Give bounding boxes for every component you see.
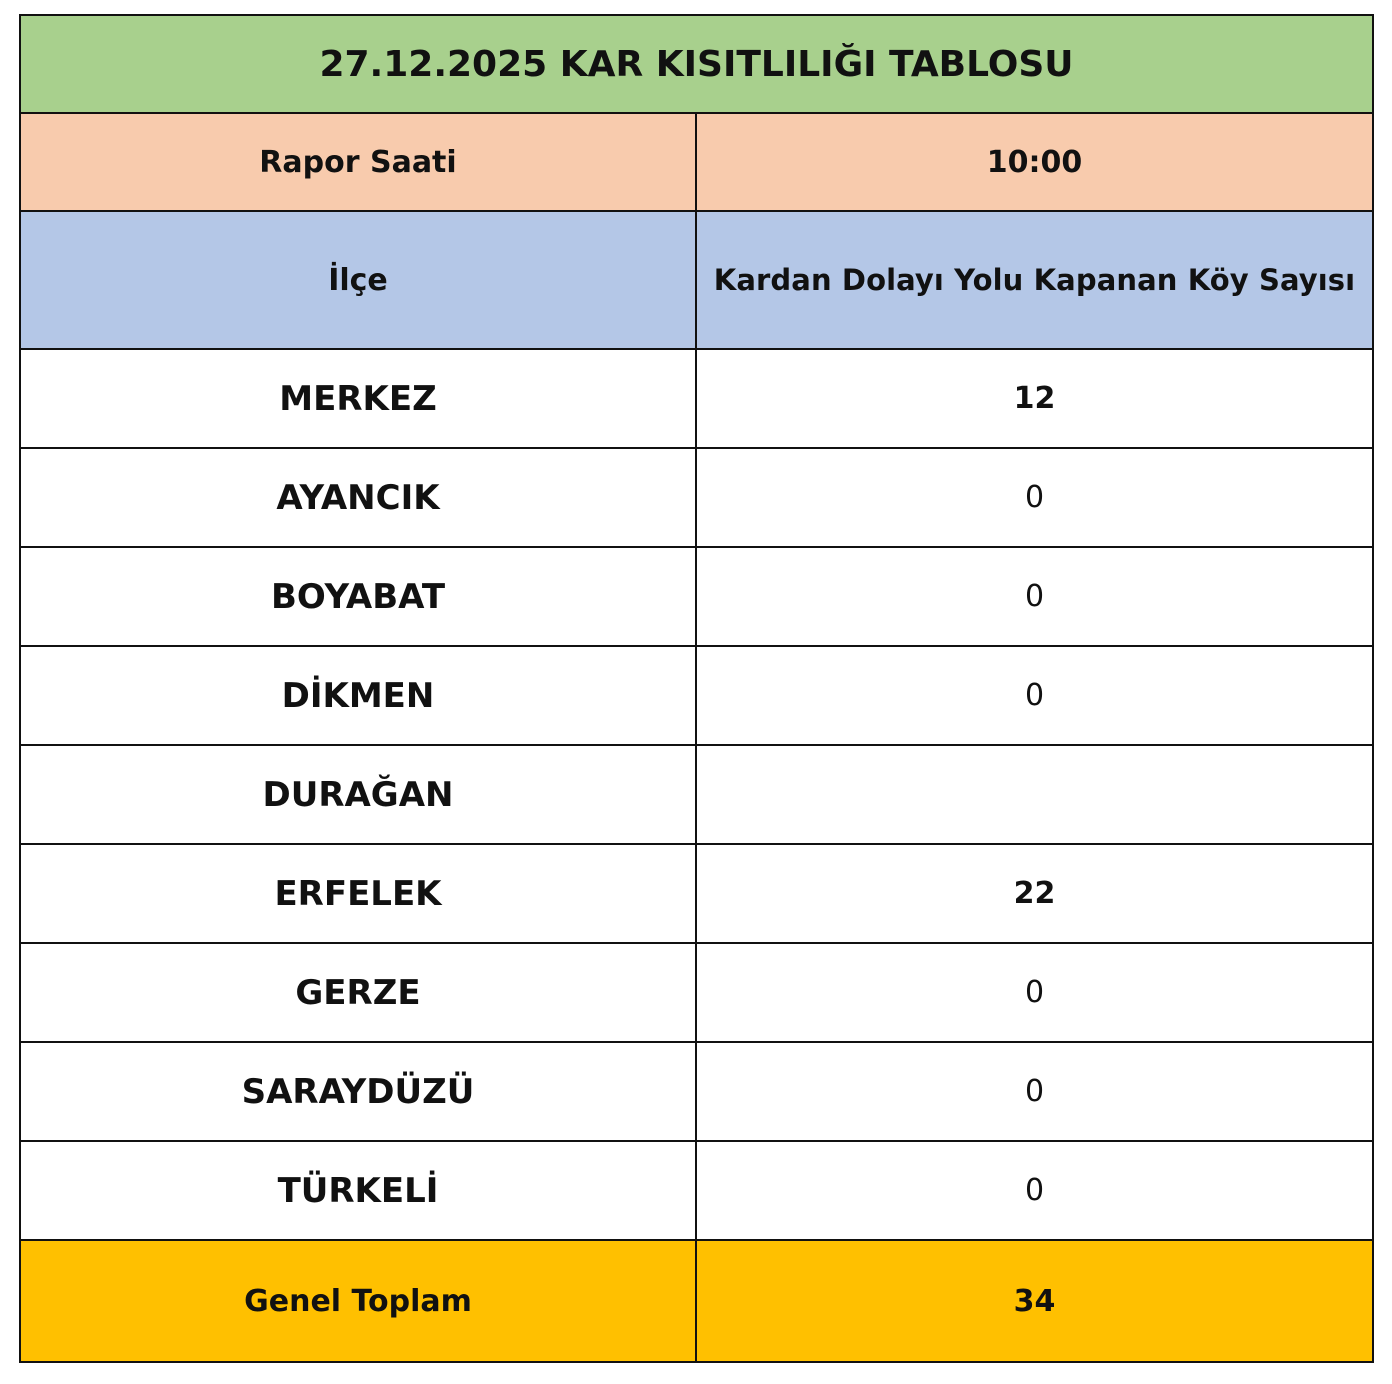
count-column-header: Kardan Dolayı Yolu Kapanan Köy Sayısı bbox=[696, 211, 1373, 349]
total-row bbox=[20, 1240, 1373, 1362]
table-row bbox=[20, 844, 1373, 943]
table-title: 27.12.2025 KAR KISITLILIĞI TABLOSU bbox=[20, 15, 1373, 113]
district-name: ERFELEK bbox=[20, 844, 696, 943]
table-row bbox=[20, 646, 1373, 745]
district-name: BOYABAT bbox=[20, 547, 696, 646]
table-row bbox=[20, 1042, 1373, 1141]
district-name: SARAYDÜZÜ bbox=[20, 1042, 696, 1141]
district-name: MERKEZ bbox=[20, 349, 696, 448]
table-row bbox=[20, 448, 1373, 547]
table-row bbox=[20, 1141, 1373, 1240]
report-time-label: Rapor Saati bbox=[20, 113, 696, 211]
district-name: GERZE bbox=[20, 943, 696, 1042]
closed-village-count: 0 bbox=[696, 1042, 1373, 1141]
closed-village-count: 0 bbox=[696, 547, 1373, 646]
title-row bbox=[20, 15, 1373, 113]
report-time-value: 10:00 bbox=[696, 113, 1373, 211]
report-time-row bbox=[20, 113, 1373, 211]
district-column-header: İlçe bbox=[20, 211, 696, 349]
total-value: 34 bbox=[696, 1240, 1373, 1362]
table-row bbox=[20, 745, 1373, 844]
closed-village-count: 22 bbox=[696, 844, 1373, 943]
district-name: AYANCIK bbox=[20, 448, 696, 547]
closed-village-count: 0 bbox=[696, 943, 1373, 1042]
closed-village-count: 0 bbox=[696, 448, 1373, 547]
table-row bbox=[20, 943, 1373, 1042]
total-label: Genel Toplam bbox=[20, 1240, 696, 1362]
closed-village-count: 12 bbox=[696, 349, 1373, 448]
closed-village-count: 0 bbox=[696, 1141, 1373, 1240]
table-row bbox=[20, 547, 1373, 646]
table-row bbox=[20, 349, 1373, 448]
closed-village-count: 0 bbox=[696, 646, 1373, 745]
snow-restriction-table bbox=[19, 14, 1374, 1363]
closed-village-count bbox=[696, 745, 1373, 844]
district-name: TÜRKELİ bbox=[20, 1141, 696, 1240]
district-name: DURAĞAN bbox=[20, 745, 696, 844]
district-name: DİKMEN bbox=[20, 646, 696, 745]
column-header-row bbox=[20, 211, 1373, 349]
